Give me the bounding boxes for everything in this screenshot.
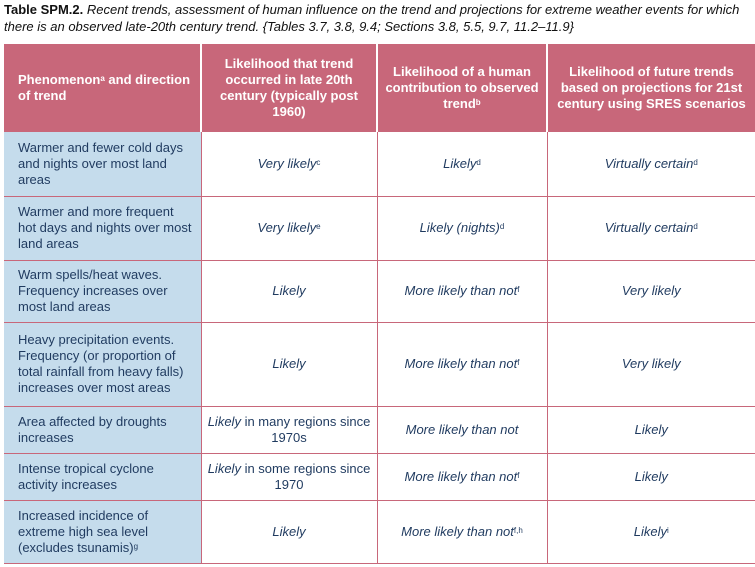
trend-likelihood-cell: Very likely$^e$ xyxy=(201,196,377,260)
trend-likelihood-cell: Likely in many regions since 1970s xyxy=(201,406,377,453)
table-row xyxy=(4,453,755,500)
trend-likelihood-cell: Likely xyxy=(201,260,377,322)
future-trend-cell: Likely$^i$ xyxy=(547,500,755,563)
human-contribution-cell: Likely (nights)$^d$ xyxy=(377,196,547,260)
trend-likelihood-cell: Likely in some regions since 1970 xyxy=(201,453,377,500)
phenomenon-cell: Intense tropical cyclone activity increases xyxy=(4,453,201,500)
header-future-trends: Likelihood of future trends based on projections for 21st century using SRES scenarios xyxy=(547,44,755,132)
future-trend-cell: Likely xyxy=(547,453,755,500)
human-contribution-cell: More likely than not$^f$ xyxy=(377,322,547,406)
header-row xyxy=(4,44,755,132)
header-phenomenon: Phenomenon$^a$ and direction of trend xyxy=(4,44,201,132)
human-contribution-cell: Likely$^d$ xyxy=(377,132,547,196)
human-contribution-cell: More likely than not xyxy=(377,406,547,453)
future-trend-cell: Likely xyxy=(547,406,755,453)
table-row xyxy=(4,406,755,453)
future-trend-cell: Virtually certain$^d$ xyxy=(547,196,755,260)
future-trend-cell: Very likely xyxy=(547,322,755,406)
human-contribution-cell: More likely than not$^{f,h}$ xyxy=(377,500,547,563)
header-human-contribution: Likelihood of a human contribution to observed trend$^b$ xyxy=(377,44,547,132)
table-row xyxy=(4,260,755,322)
table-row xyxy=(4,196,755,260)
trend-likelihood-cell: Likely xyxy=(201,500,377,563)
phenomenon-cell: Area affected by droughts increases xyxy=(4,406,201,453)
future-trend-cell: Virtually certain$^d$ xyxy=(547,132,755,196)
phenomenon-cell: Warmer and fewer cold days and nights over most land areas xyxy=(4,132,201,196)
table-row xyxy=(4,132,755,196)
future-trend-cell: Very likely xyxy=(547,260,755,322)
caption-label: Table SPM.2. xyxy=(4,2,84,17)
table-row xyxy=(4,322,755,406)
extreme-events-table xyxy=(4,44,755,564)
phenomenon-cell: Increased incidence of extreme high sea level (excludes tsunamis)$^g$ xyxy=(4,500,201,563)
trend-likelihood-cell: Very likely$^c$ xyxy=(201,132,377,196)
trend-likelihood-cell: Likely xyxy=(201,322,377,406)
phenomenon-cell: Warmer and more frequent hot days and nights over most land areas xyxy=(4,196,201,260)
human-contribution-cell: More likely than not$^f$ xyxy=(377,260,547,322)
table-row xyxy=(4,500,755,563)
header-likelihood-trend: Likelihood that trend occurred in late 20th century (typically post 1960) xyxy=(201,44,377,132)
phenomenon-cell: Heavy precipitation events. Frequency (or proportion of total rainfall from heavy falls) increases over most areas xyxy=(4,322,201,406)
human-contribution-cell: More likely than not$^f$ xyxy=(377,453,547,500)
caption-text: Recent trends, assessment of human influence on the trend and projections for extreme weather events for which there is an observed late-20th century trend. {Tables 3.7, 3.8, 9.4; Sections 3.8, 5.5, 9.7, 11.2–11.9} xyxy=(4,2,740,34)
phenomenon-cell: Warm spells/heat waves. Frequency increases over most land areas xyxy=(4,260,201,322)
table-caption xyxy=(4,1,752,35)
